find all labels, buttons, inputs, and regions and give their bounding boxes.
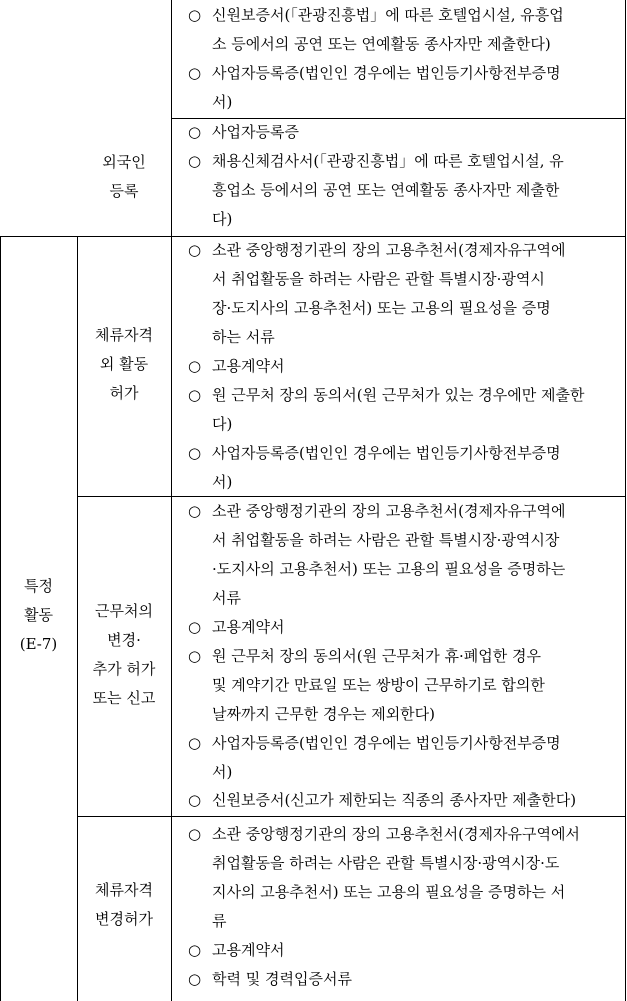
row-2-item-3: ○ 사업자등록증(법인인 경우에는 법인등기사항전부증명 서) [188, 439, 561, 497]
row-1-item-0: ○ 사업자등록증 [188, 118, 299, 147]
bullet-icon: ○ [188, 357, 202, 375]
bullet-icon: ○ [188, 734, 202, 752]
col-divider-subcategory [171, 0, 172, 1001]
row-3-item-2: ○ 원 근무처 장의 동의서(원 근무처가 휴·폐업한 경우 및 계약기간 만료일 또는 쌍방이 근무하기로 합의한 날짜까지 근무한 경우는 제외한다) [188, 642, 545, 729]
bullet-icon: ○ [188, 647, 202, 665]
bullet-icon: ○ [188, 618, 202, 636]
category-line: 특정 [24, 577, 53, 595]
row-2-label: 체류자격 외 활동 허가 [95, 326, 153, 402]
row-2-item-2: ○ 원 근무처 장의 동의서(원 근무처가 있는 경우에만 제출한 다) [188, 381, 585, 439]
bullet-icon: ○ [188, 386, 202, 404]
row-3-item-4: ○ 신원보증서(신고가 제한되는 직종의 종사자만 제출한다) [188, 786, 576, 815]
row-2-item-0: ○ 소관 중앙행정기관의 장의 고용추천서(경제자유구역에 서 취업활동을 하려는 사람은 관할 특별시장·광역시 장·도지사의 고용추천서) 또는 고용의 필요성을 증명 하는 서류 [188, 236, 565, 352]
bullet-icon: ○ [188, 123, 202, 141]
category-label [0, 572, 77, 659]
bullet-icon: ○ [188, 941, 202, 959]
bullet-icon: ○ [188, 970, 202, 988]
bullet-icon: ○ [188, 241, 202, 259]
bullet-icon: ○ [188, 152, 202, 170]
bullet-icon: ○ [188, 64, 202, 82]
category-line: (E-7) [19, 635, 58, 653]
row-3-item-0: ○ 소관 중앙행정기관의 장의 고용추천서(경제자유구역에 서 취업활동을 하려는 사람은 관할 특별시장·광역시장 ·도지사의 고용추천서) 또는 고용의 필요성을 증명하는 서류 [188, 497, 565, 613]
bullet-icon: ○ [188, 502, 202, 520]
category-line: 활동 [24, 606, 53, 624]
row-1-item-1: ○ 채용신체검사서(「관광진흥법」에 따른 호텔업시설, 유 흥업소 등에서의 공연 또는 연예활동 종사자만 제출한 다) [188, 147, 564, 234]
bullet-icon: ○ [188, 825, 202, 843]
row-4-item-0: ○ 소관 중앙행정기관의 장의 고용추천서(경제자유구역에서 취업활동을 하려는 사람은 관할 특별시장·광역시장·도 지사의 고용추천서) 또는 고용의 필요성을 증명하는 서 류 [188, 820, 580, 936]
row-4-label: 체류자격 변경허가 [95, 881, 153, 928]
row-divider-4 [77, 816, 626, 817]
row-3-item-3: ○ 사업자등록증(법인인 경우에는 법인등기사항전부증명 서) [188, 729, 561, 787]
row-3-label: 근무처의 변경· 추가 허가 또는 신고 [92, 602, 156, 707]
row-0-item-0: ○ 신원보증서(「관광진흥법」에 따른 호텔업시설, 유흥업 소 등에서의 공연 또는 연예활동 종사자만 제출한다) [188, 1, 564, 59]
row-0-item-1: ○ 사업자등록증(법인인 경우에는 법인등기사항전부증명 서) [188, 59, 561, 117]
row-4-item-1: ○ 고용계약서 [188, 936, 284, 965]
col-divider-right [625, 0, 626, 1001]
bullet-icon: ○ [188, 6, 202, 24]
row-4-item-2: ○ 학력 및 경력입증서류 [188, 965, 352, 994]
row-3-item-1: ○ 고용계약서 [188, 613, 284, 642]
bullet-icon: ○ [188, 791, 202, 809]
row-2-item-1: ○ 고용계약서 [188, 352, 284, 381]
row-1-label: 외국인 등록 [102, 153, 146, 200]
bullet-icon: ○ [188, 444, 202, 462]
